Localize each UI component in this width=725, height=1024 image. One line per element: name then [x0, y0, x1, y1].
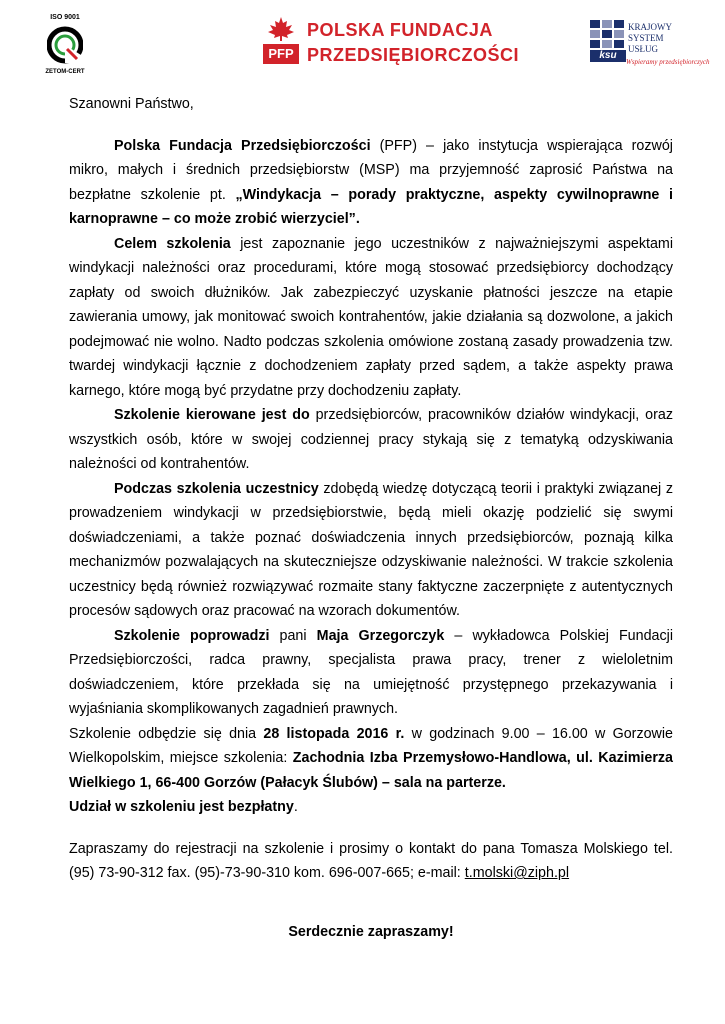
training-date: 28 listopada 2016 r. [263, 725, 405, 742]
pfp-name-line1: POLSKA FUNDACJA [307, 20, 493, 40]
ksu-abbreviation: ksu [590, 50, 626, 62]
training-title: „Windykacja – porady praktyczne, aspekty cywilnoprawne i karnoprawne – co może zrobić wierzyciel”. [69, 186, 674, 227]
program-heading: Podczas szkolenia uczestnicy [114, 480, 319, 497]
paragraph-trainer [69, 624, 673, 722]
paragraph-goal [69, 232, 673, 404]
goal-heading: Celem szkolenia [114, 235, 231, 252]
pfp-name-line2: PRZEDSIĘBIORCZOŚCI [307, 45, 520, 65]
date-prefix: Szkolenie odbędzie się dnia [69, 725, 264, 742]
paragraph-contact [69, 837, 673, 886]
trainer-name: Maja Grzegorczyk [316, 627, 445, 644]
zetom-cert-label: ZETOM-CERT [45, 69, 85, 75]
goal-text: jest zapoznanie jego uczestników z najważniejszymi aspektami windykacji należności oraz procedurami, które mogą stosować przedsiębiorcy dochodzący zapłaty od swoich dłużników. Jak zabezpieczyć uzyskanie płatności jeszcze na etapie zawierania umowy, jak monitować swoich kontrahentów, jakie działania są dozwolone, a jakich podejmować nie wolno. Nadto podczas szkolenia omówione zostaną zasady prowadzenia tzw. twardej windykacji łącznie z dochodzeniem zapłaty przed sądem, a także aspekty prawa karnego, które mogą być przydatne przy dochodzeniu zapłaty. [69, 235, 674, 399]
ksu-line3: USŁUG [628, 44, 659, 54]
paragraph-date-location [69, 722, 673, 796]
closing [69, 920, 673, 945]
location-prefix: w godzinach 9.00 – 16.00 w Gorzowie Wielkopolskim, miejsce szkolenia: [69, 725, 673, 766]
letterhead [0, 0, 725, 90]
paragraph-program [69, 477, 673, 624]
program-text: zdobędą wiedzę dotyczącą teorii i praktyki związanej z prowadzeniem windykacji w przedsiębiorstwie, będą mieli okazję podzielić się swymi doświadczeniami, a także poznać doświadczenia innych przedsiębiorców, poznają kilka mechanizmów pozwalających na skuteczniejsze odzyskiwanie należności. W trakcie szkolenia uczestnicy będą również rozwiązywać rozmaite stany faktyczne zaczerpnięte z autentycznych procesów sądowych oraz pracować na wzorach dokumentów. [69, 480, 673, 619]
foundation-name: Polska Fundacja Przedsiębiorczości [114, 137, 371, 154]
audience-text: przedsiębiorców, pracowników działów windykacji, oraz wszystkich osób, które w swojej codziennej pracy stykają się z tematyką odzyskiwania należności od kontrahentów. [69, 407, 673, 472]
paragraph-free [69, 795, 673, 820]
paragraph-intro [69, 134, 673, 232]
ksu-line2: SYSTEM [628, 33, 664, 43]
greeting: Szanowni Państwo, [69, 96, 194, 112]
ksu-logo [590, 16, 710, 72]
ksu-line1: KRAJOWY [628, 22, 672, 32]
pfp-logo [263, 16, 520, 72]
trainer-prefix: pani [269, 627, 317, 644]
ksu-grid-icon [590, 20, 624, 48]
pfp-abbreviation: PFP [263, 44, 299, 64]
free-participation: Udział w szkoleniu jest bezpłatny [69, 799, 294, 815]
trainer-heading: Szkolenie poprowadzi [114, 627, 270, 644]
trainer-bio: – wykładowca Polskiej Fundacji Przedsiębiorczości, radca prawny, specjalista prawa pracy, trener z wieloletnim doświadczeniem, które przekłada się na umiejętność przystępnego przekazywania i wyjaśniania skomplikowanych zagadnień prawnych. [69, 627, 673, 717]
free-period: . [293, 799, 298, 815]
paragraph-audience [69, 403, 673, 477]
contact-text: Zapraszamy do rejestracji na szkolenie i prosimy o kontakt do pana Tomasza Molskiego tel. (95) 73-90-312 fax. (95)-73-90-310 kom. 696-007-665; e-mail: [69, 840, 673, 881]
maple-leaf-icon [267, 16, 295, 42]
letter-body [69, 92, 673, 944]
intro-text: (PFP) – jako instytucja wspierająca rozwój mikro, małych i średnich przedsiębiorstw (MSP) ma przyjemność zaprosić Państwa na bezpłatne szkolenie pt. [69, 137, 673, 203]
closing-text: Serdecznie zapraszamy! [288, 923, 454, 940]
zetom-cert-icon [47, 25, 83, 65]
audience-heading: Szkolenie kierowane jest do [114, 407, 310, 423]
iso-certification-logo [40, 14, 90, 76]
ksu-slogan: Wspieramy przedsiębiorczych [626, 58, 710, 66]
iso-label: ISO 9001 [50, 14, 80, 21]
email-link[interactable]: t.molski@ziph.pl [464, 865, 570, 881]
training-venue: Zachodnia Izba Przemysłowo-Handlowa, ul. Kazimierza Wielkiego 1, 66-400 Gorzów (Pałacyk Ślubów) – sala na parterze. [69, 750, 673, 791]
